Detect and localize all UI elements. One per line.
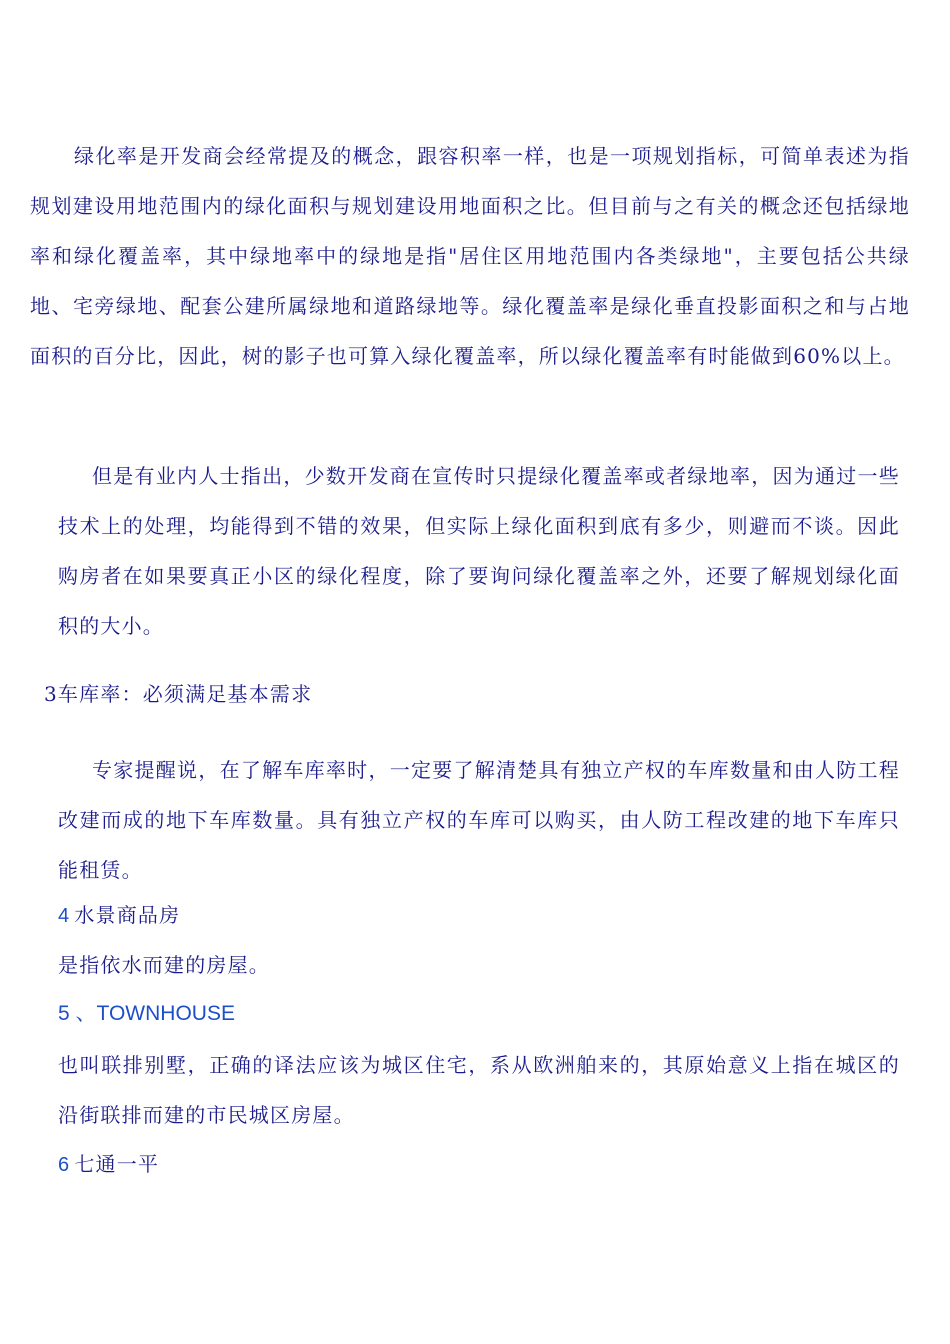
heading-townhouse: 5 、TOWNHOUSE <box>58 1002 235 1025</box>
paragraph-waterscape-definition: 是指依水而建的房屋。 <box>58 953 270 977</box>
heading-number: 6 <box>58 1154 71 1176</box>
paragraph-industry-note: 但是有业内人士指出，少数开发商在宣传时只提绿化覆盖率或者绿地率，因为通过一些技术上的处理，均能得到不错的效果，但实际上绿化面积到底有多少，则避而不谈。因此购房者在如果要真正小区的绿化程度，除了要询问绿化覆盖率之外，还要了解规划绿化面积的大小。 <box>58 464 900 638</box>
heading-number: 4 <box>58 905 71 927</box>
paragraph-townhouse-definition: 也叫联排别墅，正确的译法应该为城区住宅，系从欧洲舶来的，其原始意义上指在城区的沿街联排而建的市民城区房屋。 <box>58 1053 900 1127</box>
heading-text: 水景商品房 <box>74 903 181 927</box>
heading-text: 七通一平 <box>74 1152 160 1176</box>
heading-garage-rate: 3车库率：必须满足基本需求 <box>44 682 313 706</box>
paragraph-garage-advice: 专家提醒说，在了解车库率时，一定要了解清楚具有独立产权的车库数量和由人防工程改建而成的地下车库数量。具有独立产权的车库可以购买，由人防工程改建的地下车库只能租赁。 <box>58 758 900 882</box>
heading-seven-connections <box>58 1148 159 1181</box>
heading-waterscape-housing <box>58 900 180 931</box>
paragraph-greening-rate: 绿化率是开发商会经常提及的概念，跟容积率一样，也是一项规划指标，可简单表述为指规划建设用地范围内的绿化面积与规划建设用地面积之比。但目前与之有关的概念还包括绿地率和绿化覆盖率，其中绿地率中的绿地是指"居住区用地范围内各类绿地"，主要包括公共绿地、宅旁绿地、配套公建所属绿地和道路绿地等。绿化覆盖率是绿化垂直投影面积之和与占地面积的百分比，因此，树的影子也可算入绿化覆盖率，所以绿化覆盖率有时能做到60%以上。 <box>30 144 910 368</box>
